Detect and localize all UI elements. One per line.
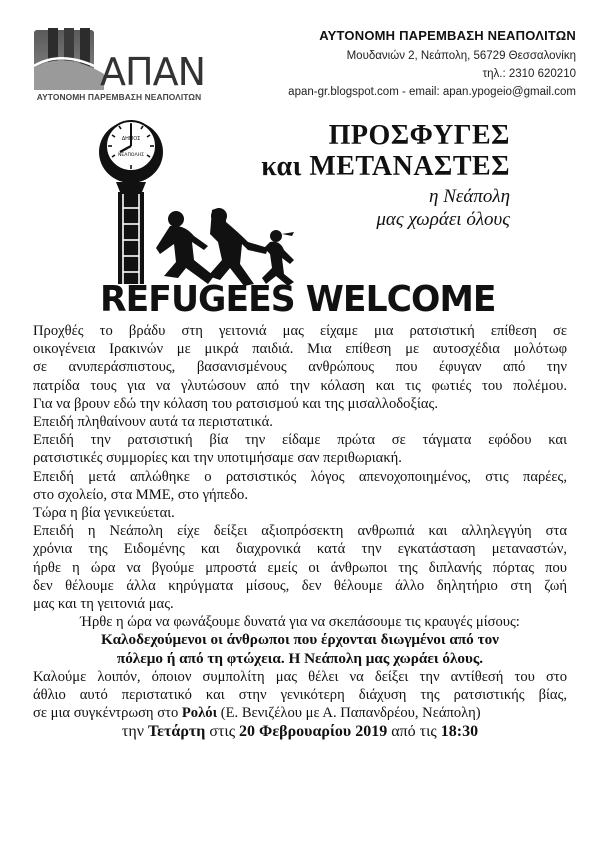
apan-logo-icon — [34, 28, 204, 92]
flyer-body — [33, 322, 567, 742]
title-line-2: και ΜΕΤΑΝΑΣΤΕΣ — [261, 151, 510, 182]
svg-text:ΝΕΑΠΟΛΗΣ: ΝΕΑΠΟΛΗΣ — [117, 153, 145, 158]
hero-section — [98, 108, 510, 322]
svg-text:ΑΠΑΝ: ΑΠΑΝ — [100, 50, 204, 92]
subtitle-line-2: μας χωράει όλους — [376, 209, 510, 230]
slogan-line-2: πόλεμο ή από τη φτώχεια. Η Νεάπολη μας χωράει όλους. — [116, 649, 484, 667]
web-email: apan-gr.blogspot.com - email: apan.ypogeio@gmail.com — [288, 86, 576, 98]
body-line: μας και τη γειτονιά μας. — [33, 596, 174, 613]
event-time: 18:30 — [440, 723, 479, 741]
slogan-line-1: Καλοδεχούμενοι οι άνθρωποι που έρχονται διωγμένοι από τον — [101, 631, 499, 649]
date-text: από τις — [387, 723, 441, 741]
svg-text:ΔΗΜΟΣ: ΔΗΜΟΣ — [121, 136, 141, 142]
contact-block — [256, 28, 576, 104]
invite-text: (Ε. Βενιζέλου με Α. Παπανδρέου, Νεάπολη) — [217, 705, 481, 722]
event-date: 20 Φεβρουαρίου 2019 — [239, 723, 388, 741]
body-line: δεν θέλουμε άλλα κηρύγματα μίσους, δεν θέλουμε άλλο δηλητήριο στη ζωή — [33, 577, 567, 594]
body-line: Τώρα η βία γενικεύεται. — [33, 505, 175, 522]
organization-name: ΑΥΤΟΝΟΜΗ ΠΑΡΕΜΒΑΣΗ ΝΕΑΠΟΛΙΤΩΝ — [319, 28, 576, 43]
body-line: Επειδή η Νεάπολη είχε δείξει αξιοπρόσεκτη ανθρωπιά και αλληλεγγύη στα — [33, 523, 567, 540]
body-line: ήρθε η ώρα να βγούμε μπροστά εμείς οι άνθρωποι της διπλανής πόρτας που — [33, 559, 567, 576]
phone: τηλ.: 2310 620210 — [482, 68, 576, 80]
invite-text: σε μια συγκέντρωση στο — [33, 705, 182, 722]
body-line: χρόνια της Ειδομένης και διαχρονικά κατά την εγκατάσταση μεταναστών, — [33, 541, 567, 558]
body-line: σε ανυπεράσπιστους, βασανισμένους ανθρώπους που έφυγαν από την — [33, 359, 567, 376]
date-text: στις — [205, 723, 240, 741]
invite-line-1: Καλούμε λοιπόν, όποιον συμπολίτη μας θέλει να δείξει την αντίθεσή του στο — [33, 668, 567, 685]
body-line: οικογένεια Ιρακινών με μικρά παιδιά. Μια επίθεση με αυτοσχέδια μολότωφ — [33, 341, 567, 358]
body-line: Επειδή την ρατσιστική βία την είδαμε πρώτα σε τάγματα εφόδου και — [33, 432, 567, 449]
call-line: Ήρθε η ώρα να φωνάξουμε δυνατά για να σκεπάσουμε τις κραυγές μίσους: — [80, 614, 520, 631]
invite-line-3 — [33, 704, 567, 722]
logo-caption: ΑΥΤΟΝΟΜΗ ΠΑΡΕΜΒΑΣΗ ΝΕΑΠΟΛΙΤΩΝ — [36, 92, 202, 102]
refugees-welcome-banner: REFUGEES WELCOME — [100, 279, 496, 320]
date-text: την — [121, 723, 148, 741]
event-day: Τετάρτη — [147, 723, 206, 741]
meeting-place: Ρολόι — [181, 705, 218, 722]
apan-logo — [34, 28, 204, 104]
event-date-line — [33, 723, 567, 741]
invite-line-2: άθλιο αυτό περιστατικό και στην γενικότερη διάχυση της ρατσιστικής βίας, — [33, 687, 567, 704]
body-line: Επειδή πληθαίνουν αυτά τα περιστατικά. — [33, 414, 273, 431]
address: Μουδανιών 2, Νεάπολη, 56729 Θεσσαλονίκη — [346, 50, 576, 62]
body-line: ρατσιστικές συμμορίες και την υποτιμήσαμε σαν περιθωριακή. — [33, 450, 402, 467]
body-line: Προχθές το βράδυ στη γειτονιά μας είχαμε μια ρατσιστική επίθεση σε — [33, 323, 567, 339]
body-line: στο σχολείο, στα ΜΜΕ, στο γήπεδο. — [33, 486, 248, 503]
subtitle-line-1: η Νεάπολη — [429, 186, 510, 207]
body-line: Για να βρουν εδώ την κόλαση του ρατσισμού και της μισαλλοδοξίας. — [33, 395, 438, 412]
title-line-1: ΠΡΟΣΦΥΓΕΣ — [328, 120, 510, 151]
body-line: Επειδή μετά απλώθηκε ο ρατσιστικός λόγος απενοχοποιημένος, στις παρέες, — [33, 468, 567, 485]
body-line: πατρίδα τους για να γλυτώσουν από την κόλαση και τις φωτιές του πολέμου. — [33, 377, 567, 394]
